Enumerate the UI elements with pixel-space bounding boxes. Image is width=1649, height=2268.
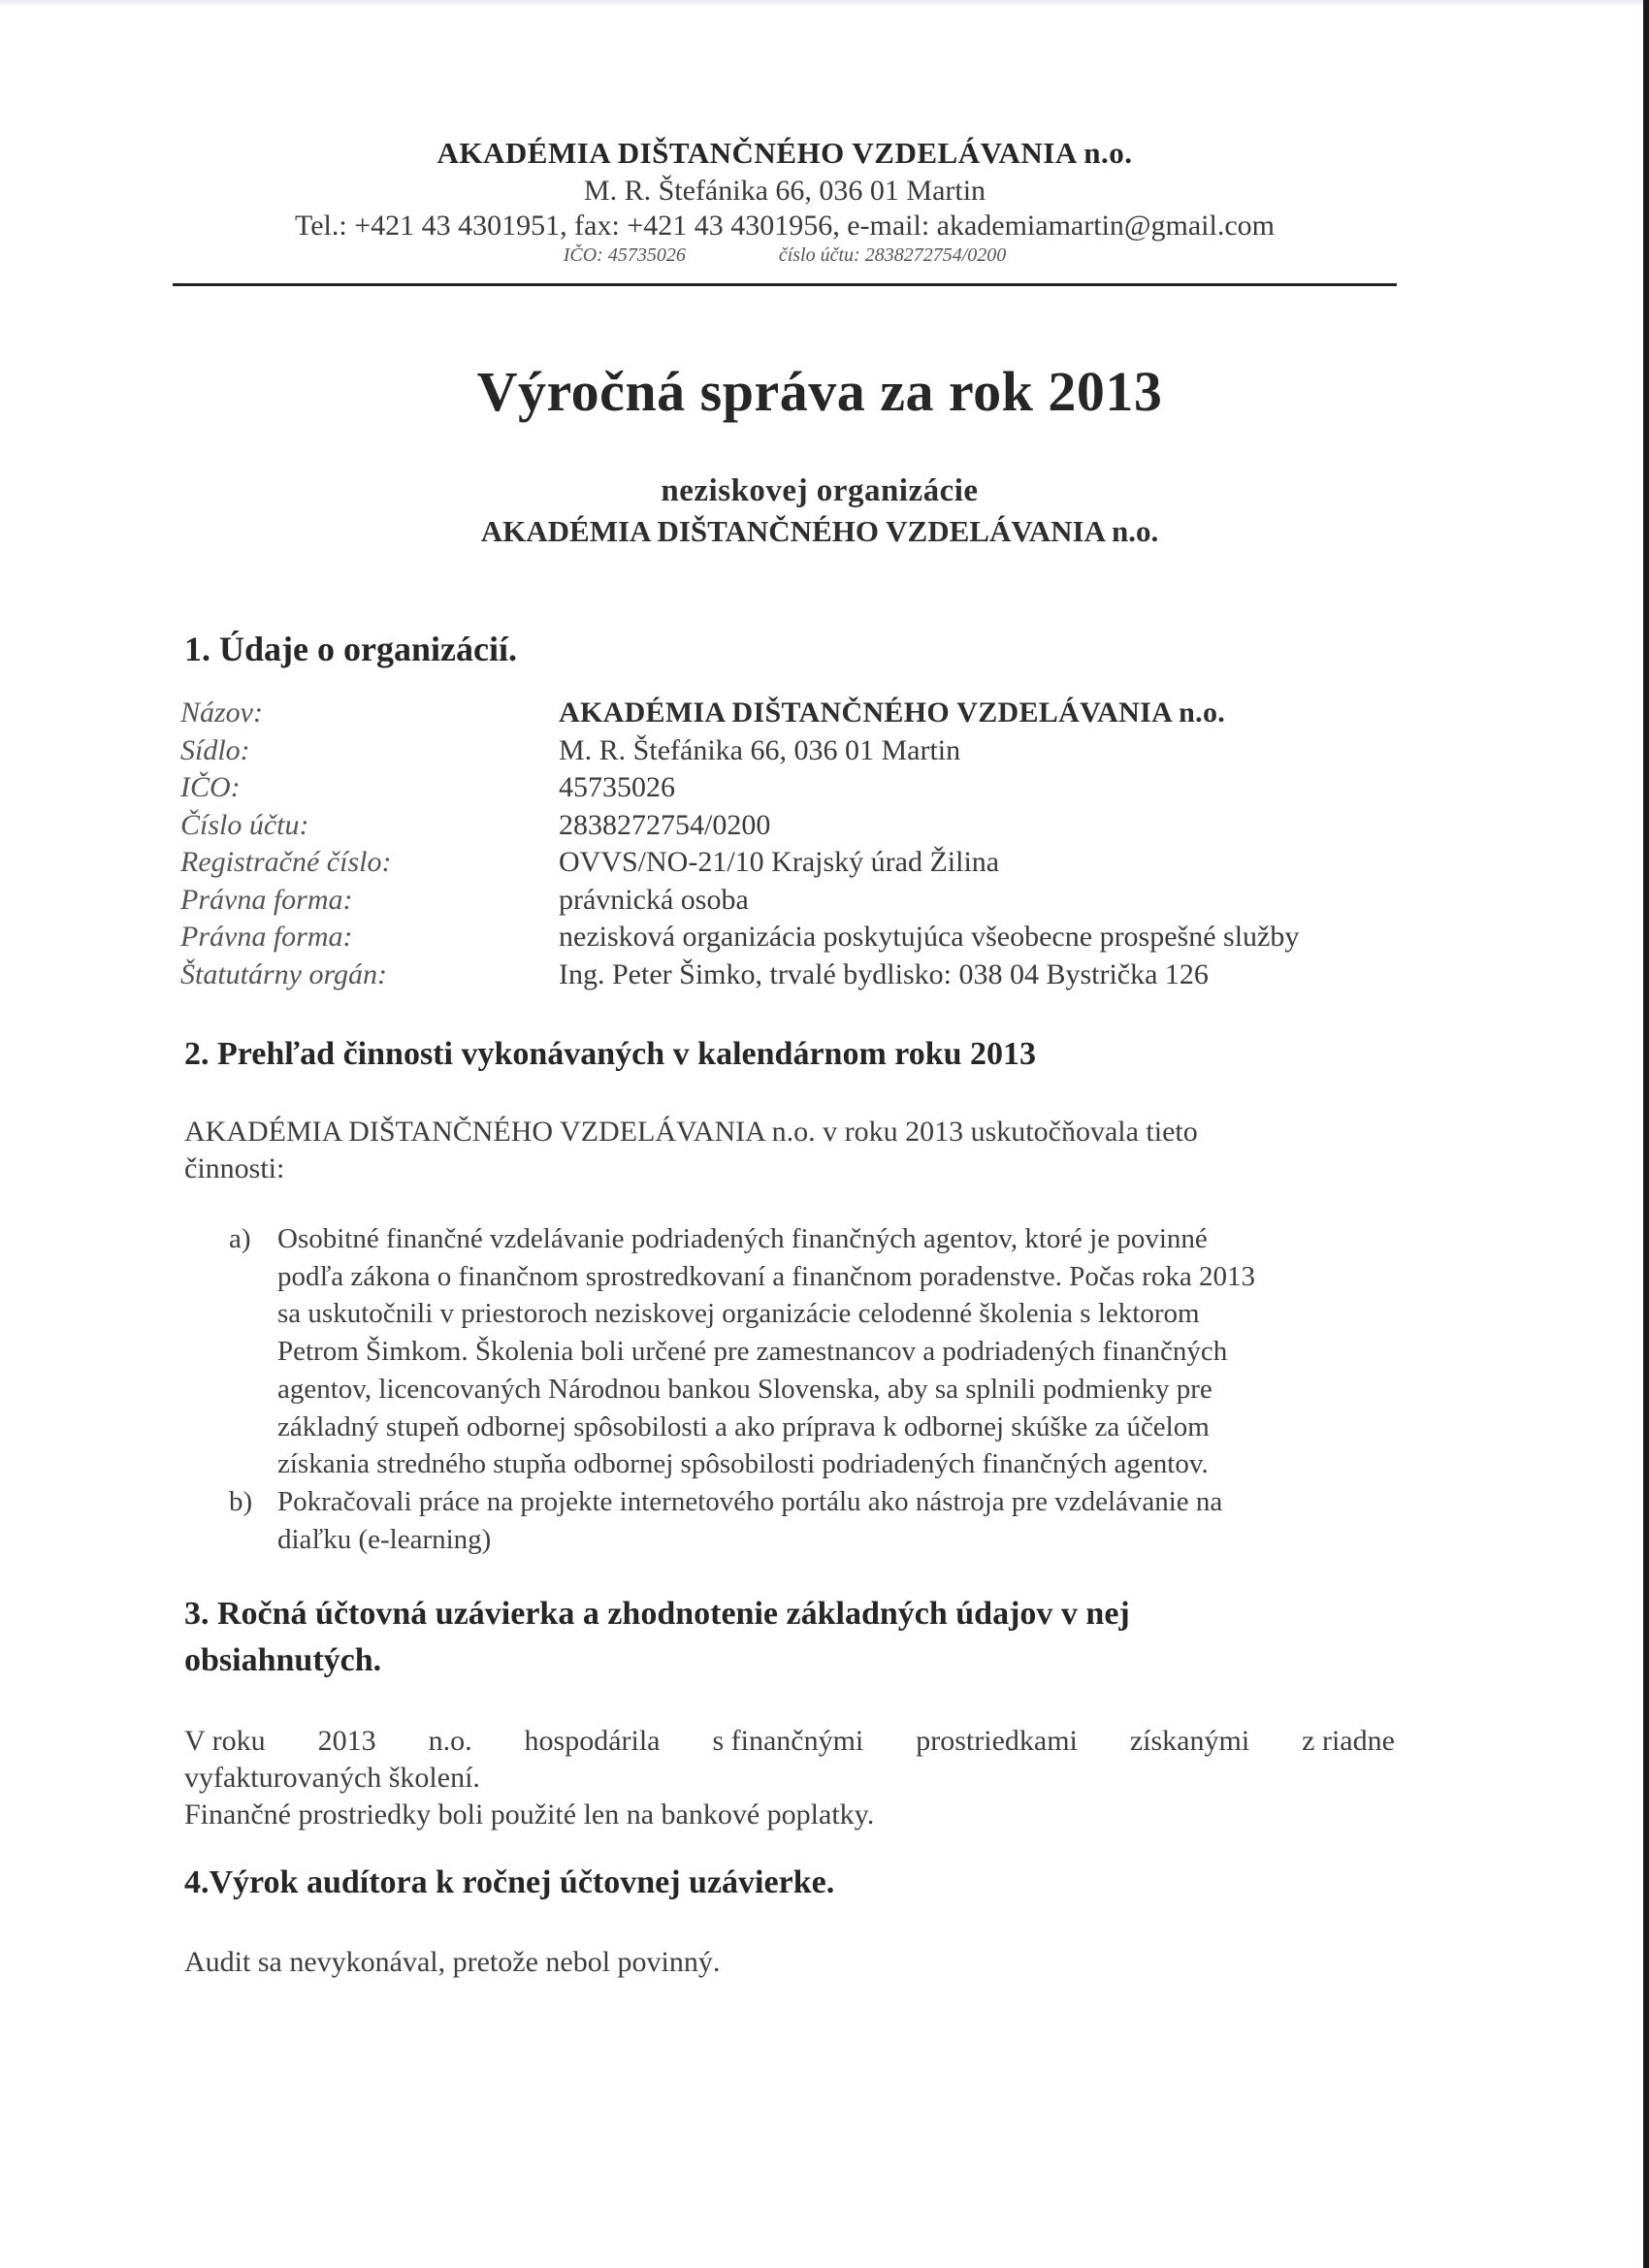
info-value: nezisková organizácia poskytujúca všeobecne prospešné služby bbox=[559, 921, 1300, 953]
list-line: Pokračovali práce na projekte internetového portálu ako nástroja pre vzdelávanie na bbox=[277, 1485, 1223, 1517]
list-marker: b) bbox=[229, 1485, 253, 1517]
list-item-text bbox=[277, 1483, 1374, 1558]
word: n.o. bbox=[428, 1725, 472, 1757]
word: z riadne bbox=[1302, 1725, 1395, 1757]
word: hospodárila bbox=[524, 1725, 661, 1757]
letterhead-ico: IČO: 45735026 bbox=[563, 244, 686, 266]
word: s finančnými bbox=[712, 1725, 864, 1757]
word: V roku bbox=[184, 1725, 266, 1757]
letterhead-divider bbox=[173, 283, 1397, 286]
organization-info-table bbox=[180, 697, 1441, 995]
section2-intro bbox=[184, 1114, 1198, 1187]
section3-line1 bbox=[184, 1723, 1395, 1760]
info-row bbox=[180, 884, 1441, 922]
info-label: IČO: bbox=[180, 771, 241, 803]
document-subtitle-1: neziskovej organizácie bbox=[661, 473, 979, 508]
list-line: základný stupeň odbornej spôsobilosti a ako príprava k odbornej skúške za účelom bbox=[277, 1410, 1210, 1442]
section2-intro-line1: AKADÉMIA DIŠTANČNÉHO VZDELÁVANIA n.o. v roku 2013 uskutočňovala tieto bbox=[184, 1116, 1198, 1148]
list-item bbox=[229, 1220, 1374, 1483]
section2-heading: 2. Prehľad činnosti vykonávaných v kalendárnom roku 2013 bbox=[184, 1036, 1037, 1072]
list-item bbox=[229, 1483, 1374, 1558]
info-row bbox=[180, 771, 1441, 809]
info-label: Číslo účtu: bbox=[180, 808, 309, 841]
document-subtitle-2: AKADÉMIA DIŠTANČNÉHO VZDELÁVANIA n.o. bbox=[480, 514, 1159, 548]
info-label: Sídlo: bbox=[180, 733, 250, 766]
info-value: AKADÉMIA DIŠTANČNÉHO VZDELÁVANIA n.o. bbox=[559, 697, 1226, 729]
section3-heading-line2: obsiahnutých. bbox=[184, 1642, 382, 1678]
info-value: OVVS/NO-21/10 Krajský úrad Žilina bbox=[559, 846, 1000, 878]
list-line: podľa zákona o finančnom sprostredkovaní a finančnom poradenstve. Počas roka 2013 bbox=[277, 1260, 1255, 1292]
section3-heading bbox=[184, 1591, 1130, 1684]
section4-text: Audit sa nevykonával, pretože nebol povinný. bbox=[184, 1946, 721, 1978]
info-row bbox=[180, 921, 1441, 958]
info-row bbox=[180, 734, 1441, 772]
info-row bbox=[180, 958, 1441, 996]
section3-line2: vyfakturovaných školení. bbox=[184, 1762, 480, 1794]
info-value: Ing. Peter Šimko, trvalé bydlisko: 038 04 Bystrička 126 bbox=[559, 957, 1209, 990]
list-marker: a) bbox=[229, 1223, 251, 1254]
info-row bbox=[180, 809, 1441, 847]
scan-right-edge bbox=[1643, 0, 1649, 2268]
info-label: Štatutárny orgán: bbox=[180, 957, 388, 990]
info-row bbox=[180, 846, 1441, 884]
info-label: Právna forma: bbox=[180, 921, 353, 953]
activities-list bbox=[229, 1220, 1374, 1558]
section4-heading: 4.Výrok audítora k ročnej účtovnej uzávierke. bbox=[184, 1864, 835, 1900]
info-label: Registračné číslo: bbox=[180, 846, 392, 878]
list-line: Petrom Šimkom. Školenia boli určené pre zamestnancov a podriadených finančných bbox=[277, 1336, 1228, 1368]
info-row bbox=[180, 697, 1441, 734]
letterhead-ids bbox=[173, 244, 1397, 267]
info-value: M. R. Štefánika 66, 036 01 Martin bbox=[559, 733, 961, 766]
info-value: 2838272754/0200 bbox=[559, 808, 771, 841]
section1-heading: 1. Údaje o organizácií. bbox=[184, 630, 517, 668]
info-value: 45735026 bbox=[559, 771, 675, 803]
letterhead bbox=[173, 136, 1397, 267]
section3-line3: Finančné prostriedky boli použité len na bankové poplatky. bbox=[184, 1798, 875, 1831]
document-title: Výročná správa za rok 2013 bbox=[476, 360, 1163, 423]
section3-heading-line1: 3. Ročná účtovná uzávierka a zhodnotenie základných údajov v nej bbox=[184, 1596, 1130, 1632]
section2-intro-line2: činnosti: bbox=[184, 1152, 285, 1184]
letterhead-org-name: AKADÉMIA DIŠTANČNÉHO VZDELÁVANIA n.o. bbox=[436, 136, 1133, 170]
word: prostriedkami bbox=[916, 1725, 1078, 1757]
section3-paragraph bbox=[184, 1723, 1395, 1833]
list-line: diaľku (e-learning) bbox=[277, 1523, 492, 1555]
letterhead-account: číslo účtu: 2838272754/0200 bbox=[778, 244, 1007, 266]
list-line: agentov, licencovaných Národnou bankou Slovenska, aby sa splnili podmienky pre bbox=[277, 1373, 1212, 1405]
letterhead-contact: Tel.: +421 43 4301951, fax: +421 43 4301956, e-mail: akademiamartin@gmail.com bbox=[295, 210, 1275, 242]
list-line: sa uskutočnili v priestoroch neziskovej organizácie celodenné školenia s lektorom bbox=[277, 1298, 1200, 1330]
list-line: Osobitné finančné vzdelávanie podriadených finančných agentov, ktoré je povinné bbox=[277, 1223, 1208, 1254]
info-label: Názov: bbox=[180, 697, 263, 729]
word: získanými bbox=[1129, 1725, 1250, 1757]
list-item-text bbox=[277, 1220, 1374, 1483]
letterhead-address: M. R. Štefánika 66, 036 01 Martin bbox=[583, 175, 986, 207]
info-label: Právna forma: bbox=[180, 883, 353, 916]
word: 2013 bbox=[317, 1725, 376, 1757]
list-line: získania stredného stupňa odbornej spôsobilosti podriadených finančných agentov. bbox=[277, 1448, 1209, 1480]
info-value: právnická osoba bbox=[559, 883, 749, 916]
